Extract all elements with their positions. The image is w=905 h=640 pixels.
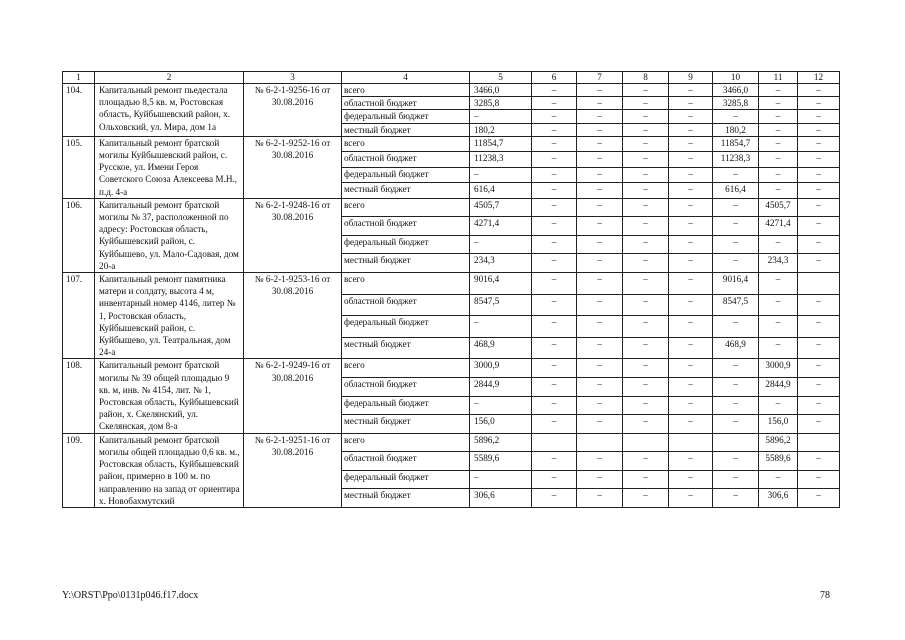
amount-cell: – [669, 294, 713, 316]
amount-cell: – [532, 167, 577, 183]
amount-cell: – [577, 167, 623, 183]
amount-cell: – [623, 110, 669, 123]
amount-cell: – [798, 84, 840, 97]
amount-cell: – [623, 123, 669, 136]
amount-cell: – [669, 489, 713, 508]
amount-cell: – [759, 123, 798, 136]
amount-cell: – [532, 183, 577, 199]
amount-cell: – [798, 316, 840, 338]
amount-cell: – [669, 198, 713, 217]
amount-cell: – [470, 470, 532, 489]
amount-cell: – [798, 183, 840, 199]
row-number: 106. [63, 198, 95, 272]
amount-cell: – [623, 470, 669, 489]
amount-cell: 4505,7 [470, 198, 532, 217]
amount-cell: 180,2 [470, 123, 532, 136]
amount-cell: – [713, 470, 759, 489]
funding-source: областной бюджет [342, 294, 470, 316]
amount-cell: – [759, 235, 798, 254]
column-number: 1 [63, 72, 95, 84]
amount-cell: 156,0 [759, 415, 798, 434]
amount-cell: – [623, 415, 669, 434]
amount-cell: 3285,8 [713, 97, 759, 110]
funding-source: всего [342, 84, 470, 97]
row-number: 109. [63, 433, 95, 507]
funding-source: местный бюджет [342, 415, 470, 434]
object-name: Капитальный ремонт братской могилы Куйбышевский район, с. Русское, ул. Имени Героя Советского Союза Алексеева М.Н., п.д. 4-а [95, 136, 244, 198]
row-number: 104. [63, 84, 95, 137]
amount-cell: 306,6 [759, 489, 798, 508]
amount-cell: – [532, 217, 577, 236]
amount-cell: – [798, 198, 840, 217]
amount-cell: – [577, 294, 623, 316]
amount-cell: 3000,9 [470, 359, 532, 378]
amount-cell: – [669, 152, 713, 168]
funding-source: федеральный бюджет [342, 396, 470, 415]
amount-cell: 8547,5 [470, 294, 532, 316]
funding-source: всего [342, 198, 470, 217]
amount-cell: – [798, 110, 840, 123]
amount-cell: – [577, 110, 623, 123]
amount-cell: – [713, 217, 759, 236]
amount-cell: – [577, 489, 623, 508]
amount-cell: – [532, 470, 577, 489]
table-row [63, 359, 840, 378]
amount-cell [713, 433, 759, 452]
funding-source: всего [342, 273, 470, 295]
column-number: 8 [623, 72, 669, 84]
amount-cell: – [532, 378, 577, 397]
row-number: 107. [63, 273, 95, 359]
amount-cell: – [798, 359, 840, 378]
expertise-document: № 6-2-1-9248-16 от 30.08.2016 [244, 198, 342, 272]
column-number: 10 [713, 72, 759, 84]
amount-cell: – [532, 337, 577, 359]
amount-cell: – [798, 123, 840, 136]
expertise-document: № 6-2-1-9249-16 от 30.08.2016 [244, 359, 342, 433]
amount-cell: 2844,9 [759, 378, 798, 397]
amount-cell: – [669, 452, 713, 471]
amount-cell: – [669, 110, 713, 123]
amount-cell: – [623, 254, 669, 273]
amount-cell: – [669, 396, 713, 415]
column-number: 11 [759, 72, 798, 84]
amount-cell: – [798, 294, 840, 316]
amount-cell [798, 433, 840, 452]
funding-source: областной бюджет [342, 378, 470, 397]
table-row [63, 433, 840, 452]
amount-cell: 156,0 [470, 415, 532, 434]
amount-cell: – [759, 316, 798, 338]
amount-cell: – [759, 396, 798, 415]
amount-cell: – [713, 198, 759, 217]
amount-cell: – [623, 84, 669, 97]
amount-cell: – [577, 235, 623, 254]
column-number: 9 [669, 72, 713, 84]
amount-cell: 8547,5 [713, 294, 759, 316]
amount-cell: – [532, 489, 577, 508]
amount-cell: – [669, 97, 713, 110]
funding-source: областной бюджет [342, 97, 470, 110]
amount-cell: – [577, 273, 623, 295]
amount-cell: 3466,0 [470, 84, 532, 97]
amount-cell [669, 433, 713, 452]
amount-cell: – [577, 84, 623, 97]
amount-cell: – [713, 452, 759, 471]
amount-cell: – [577, 97, 623, 110]
amount-cell: – [798, 489, 840, 508]
amount-cell: 234,3 [470, 254, 532, 273]
column-number: 4 [342, 72, 470, 84]
amount-cell: – [713, 235, 759, 254]
amount-cell [532, 433, 577, 452]
amount-cell: – [532, 396, 577, 415]
amount-cell: – [798, 254, 840, 273]
amount-cell: – [623, 217, 669, 236]
expertise-document: № 6-2-1-9251-16 от 30.08.2016 [244, 433, 342, 507]
row-number: 108. [63, 359, 95, 433]
amount-cell: – [669, 136, 713, 152]
amount-cell: – [623, 183, 669, 199]
amount-cell: 5896,2 [759, 433, 798, 452]
amount-cell: – [577, 123, 623, 136]
amount-cell: – [623, 316, 669, 338]
amount-cell: – [532, 97, 577, 110]
amount-cell: 468,9 [470, 337, 532, 359]
expertise-document: № 6-2-1-9252-16 от 30.08.2016 [244, 136, 342, 198]
amount-cell: – [669, 123, 713, 136]
page-number: 78 [820, 590, 830, 601]
amount-cell: – [577, 452, 623, 471]
amount-cell: – [577, 183, 623, 199]
amount-cell: – [713, 396, 759, 415]
object-name: Капитальный ремонт братской могилы общей площадью 0,6 кв. м., Ростовская область, Куйбышевский район, примерно в 100 м. по направлению на запад от ориентира х. Новобахмутский [95, 433, 244, 507]
amount-cell: – [798, 337, 840, 359]
amount-cell: – [798, 415, 840, 434]
amount-cell: – [669, 359, 713, 378]
amount-cell: – [532, 254, 577, 273]
amount-cell: – [798, 152, 840, 168]
footer-file-path: Y:\ORST\Ppo\0131p046.f17.docx [62, 590, 199, 601]
amount-cell: – [577, 378, 623, 397]
column-number: 5 [470, 72, 532, 84]
amount-cell: – [577, 359, 623, 378]
amount-cell: – [532, 84, 577, 97]
amount-cell: – [669, 337, 713, 359]
funding-source: местный бюджет [342, 337, 470, 359]
amount-cell: 5589,6 [759, 452, 798, 471]
amount-cell: – [532, 359, 577, 378]
amount-cell: – [713, 254, 759, 273]
amount-cell: – [759, 84, 798, 97]
amount-cell: – [470, 316, 532, 338]
amount-cell: 616,4 [713, 183, 759, 199]
amount-cell: – [669, 235, 713, 254]
funding-source: областной бюджет [342, 452, 470, 471]
amount-cell: – [669, 183, 713, 199]
amount-cell: – [759, 152, 798, 168]
amount-cell: – [470, 396, 532, 415]
amount-cell: – [798, 378, 840, 397]
amount-cell: 306,6 [470, 489, 532, 508]
amount-cell: – [577, 470, 623, 489]
amount-cell: – [623, 198, 669, 217]
amount-cell [577, 433, 623, 452]
row-number: 105. [63, 136, 95, 198]
funding-source: федеральный бюджет [342, 110, 470, 123]
amount-cell: – [532, 123, 577, 136]
column-number: 3 [244, 72, 342, 84]
amount-cell: – [577, 396, 623, 415]
amount-cell: – [669, 167, 713, 183]
funding-source: федеральный бюджет [342, 167, 470, 183]
amount-cell: – [713, 167, 759, 183]
amount-cell: – [713, 359, 759, 378]
amount-cell: – [532, 294, 577, 316]
amount-cell: – [623, 235, 669, 254]
budget-table [62, 71, 840, 508]
amount-cell: – [798, 217, 840, 236]
amount-cell: 9016,4 [713, 273, 759, 295]
amount-cell: – [623, 273, 669, 295]
object-name: Капитальный ремонт братской могилы № 37, расположенной по адресу: Ростовская область, Куйбышевский район, с. Куйбышево, ул. Мало-Садовая, дом 20-а [95, 198, 244, 272]
amount-cell: – [577, 415, 623, 434]
amount-cell: 616,4 [470, 183, 532, 199]
column-number: 2 [95, 72, 244, 84]
amount-cell: – [577, 254, 623, 273]
amount-cell: – [713, 316, 759, 338]
funding-source: областной бюджет [342, 217, 470, 236]
amount-cell: – [623, 489, 669, 508]
table-row [63, 84, 840, 97]
amount-cell: – [713, 415, 759, 434]
amount-cell: – [669, 378, 713, 397]
amount-cell: – [669, 273, 713, 295]
amount-cell: – [532, 415, 577, 434]
amount-cell: – [669, 470, 713, 489]
amount-cell: – [669, 84, 713, 97]
amount-cell: – [669, 415, 713, 434]
amount-cell [623, 433, 669, 452]
amount-cell: – [532, 273, 577, 295]
amount-cell: 3285,8 [470, 97, 532, 110]
amount-cell: – [623, 294, 669, 316]
amount-cell: – [713, 110, 759, 123]
amount-cell: – [577, 152, 623, 168]
amount-cell: – [798, 97, 840, 110]
funding-source: всего [342, 359, 470, 378]
amount-cell: – [759, 273, 798, 295]
amount-cell: – [669, 217, 713, 236]
amount-cell: – [798, 452, 840, 471]
expertise-document: № 6-2-1-9253-16 от 30.08.2016 [244, 273, 342, 359]
column-number: 7 [577, 72, 623, 84]
amount-cell: – [759, 294, 798, 316]
amount-cell: 3466,0 [713, 84, 759, 97]
amount-cell: 4271,4 [470, 217, 532, 236]
amount-cell: 180,2 [713, 123, 759, 136]
amount-cell: – [759, 110, 798, 123]
amount-cell: – [623, 359, 669, 378]
table-body [63, 72, 840, 508]
amount-cell: – [623, 167, 669, 183]
amount-cell: – [470, 167, 532, 183]
amount-cell: 11854,7 [470, 136, 532, 152]
funding-source: всего [342, 136, 470, 152]
amount-cell: – [623, 152, 669, 168]
amount-cell: – [532, 152, 577, 168]
amount-cell: – [577, 217, 623, 236]
expertise-document: № 6-2-1-9256-16 от 30.08.2016 [244, 84, 342, 137]
amount-cell: – [577, 337, 623, 359]
funding-source: местный бюджет [342, 489, 470, 508]
amount-cell: 5589,6 [470, 452, 532, 471]
amount-cell: – [577, 198, 623, 217]
amount-cell: – [532, 110, 577, 123]
amount-cell: 5896,2 [470, 433, 532, 452]
funding-source: всего [342, 433, 470, 452]
object-name: Капитальный ремонт памятника матери и солдату, высота 4 м, инвентарный номер 4146, литер № 1, Ростовская область, Куйбышевский район, с. Куйбышево, ул. Театральная, дом 24-а [95, 273, 244, 359]
table-row [63, 198, 840, 217]
funding-source: федеральный бюджет [342, 316, 470, 338]
amount-cell: – [759, 136, 798, 152]
amount-cell: 11238,3 [470, 152, 532, 168]
amount-cell: – [713, 489, 759, 508]
amount-cell: 468,9 [713, 337, 759, 359]
amount-cell: 2844,9 [470, 378, 532, 397]
object-name: Капитальный ремонт братской могилы № 39 общей площадью 9 кв. м, инв. № 4154, лит. № 1, Ростовская область, Куйбышевский район, х. Скелянский, ул. Скелянская, дом 8-а [95, 359, 244, 433]
amount-cell: – [798, 235, 840, 254]
amount-cell: – [669, 316, 713, 338]
amount-cell: – [798, 396, 840, 415]
object-name: Капитальный ремонт пьедестала площадью 8,5 кв. м, Ростовская область, Куйбышевский район, х. Ольховский, ул. Мира, дом 1а [95, 84, 244, 137]
amount-cell: 9016,4 [470, 273, 532, 295]
amount-cell: – [470, 235, 532, 254]
amount-cell: 11238,3 [713, 152, 759, 168]
amount-cell: – [623, 396, 669, 415]
amount-cell: – [532, 235, 577, 254]
column-number-row [63, 72, 840, 84]
amount-cell: – [759, 183, 798, 199]
funding-source: федеральный бюджет [342, 235, 470, 254]
amount-cell: 4505,7 [759, 198, 798, 217]
amount-cell: – [713, 378, 759, 397]
table-row [63, 273, 840, 295]
funding-source: местный бюджет [342, 254, 470, 273]
amount-cell [798, 273, 840, 295]
amount-cell: – [532, 452, 577, 471]
amount-cell: – [623, 378, 669, 397]
amount-cell: 4271,4 [759, 217, 798, 236]
amount-cell: – [623, 136, 669, 152]
amount-cell: – [798, 136, 840, 152]
funding-source: федеральный бюджет [342, 470, 470, 489]
amount-cell: – [759, 337, 798, 359]
amount-cell: – [623, 337, 669, 359]
amount-cell: – [759, 470, 798, 489]
amount-cell: – [532, 198, 577, 217]
amount-cell: – [470, 110, 532, 123]
amount-cell: – [798, 167, 840, 183]
amount-cell: 11854,7 [713, 136, 759, 152]
column-number: 12 [798, 72, 840, 84]
amount-cell: – [623, 97, 669, 110]
funding-source: областной бюджет [342, 152, 470, 168]
funding-source: местный бюджет [342, 183, 470, 199]
column-number: 6 [532, 72, 577, 84]
table-row [63, 136, 840, 152]
amount-cell: – [623, 452, 669, 471]
amount-cell: 234,3 [759, 254, 798, 273]
amount-cell: – [669, 254, 713, 273]
amount-cell: – [759, 97, 798, 110]
funding-source: местный бюджет [342, 123, 470, 136]
amount-cell: – [532, 136, 577, 152]
amount-cell: – [759, 167, 798, 183]
amount-cell: – [532, 316, 577, 338]
amount-cell: 3000,9 [759, 359, 798, 378]
amount-cell: – [577, 136, 623, 152]
amount-cell: – [577, 316, 623, 338]
amount-cell: – [798, 470, 840, 489]
